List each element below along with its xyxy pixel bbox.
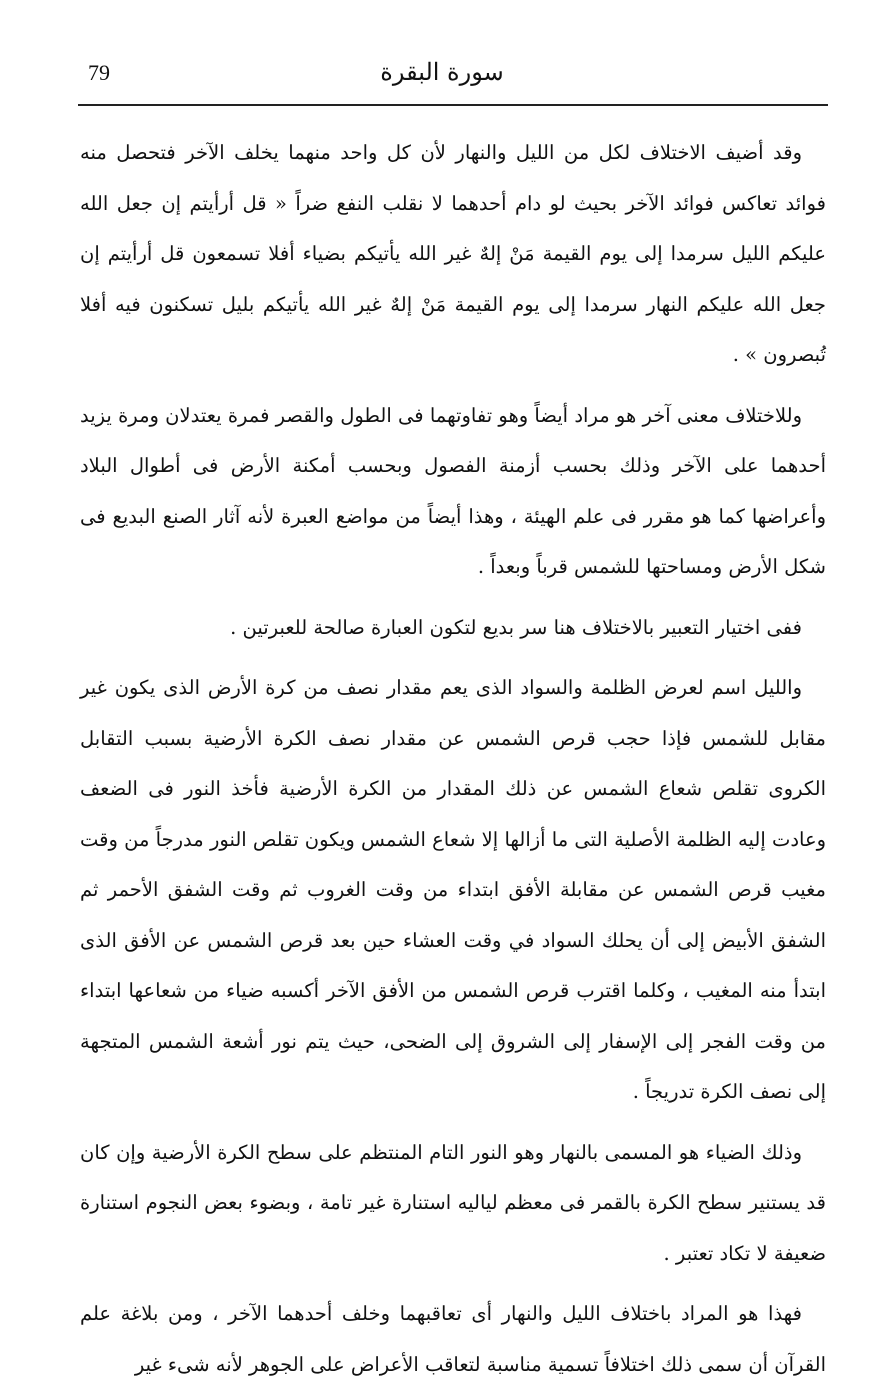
page-body [80,128,826,1400]
paragraph: وللاختلاف معنى آخر هو مراد أيضاً وهو تفاوتهما فى الطول والقصر فمرة يعتدلان ومرة يزيد أحدهما على الآخر وذلك بحسب أزمنة الفصول وبحسب أمكنة الأرض فى أطوال البلاد وأعراضها كما هو مقرر فى علم الهيئة ، وهذا أيضاً من مواضع العبرة لأنه آثار الصنع البديع فى شكل الأرض ومساحتها للشمس قرباً وبعداً . [80,403,826,578]
page-number: 79 [88,60,110,85]
surah-title: سورة البقرة [380,58,504,86]
paragraph: وذلك الضياء هو المسمى بالنهار وهو النور التام المنتظم على سطح الكرة الأرضية وإن كان قد يستنير سطح الكرة بالقمر فى معظم لياليه استنارة غير تامة ، وبضوء بعض النجوم استنارة ضعيفة لا تكاد تعتبر . [80,1140,826,1265]
page-header [78,58,806,98]
header-divider [78,104,828,106]
paragraph: والليل اسم لعرض الظلمة والسواد الذى يعم مقدار نصف من كرة الأرض الذى يكون غير مقابل للشمس فإذا حجب قرص الشمس عن مقدار نصف الكرة الأرضية بسبب التقابل الكروى تقلص شعاع الشمس عن ذلك المقدار من الكرة الأرضية فأخذ النور فى الضعف وعادت إليه الظلمة الأصلية التى ما أزالها إلا شعاع الشمس ويكون تقلص النور مدرجاً من وقت مغيب قرص الشمس عن مقابلة الأفق ابتداء من وقت الغروب ثم وقت الشفق الأحمر ثم الشفق الأبيض إلى أن يحلك السواد في وقت العشاء حين بعد قرص الشمس عن الأفق الذى ابتدأ منه المغيب ، وكلما اقترب قرص الشمس من الأفق الآخر أكسبه ضياء من شعاعها ابتداء من وقت الفجر إلى الإسفار إلى الشروق إلى الضحى، حيث يتم نور أشعة الشمس المتجهة إلى نصف الكرة تدريجاً . [80,676,826,1103]
paragraph: وقد أضيف الاختلاف لكل من الليل والنهار لأن كل واحد منهما يخلف الآخر فتحصل منه فوائد تعاكس فوائد الآخر بحيث لو دام أحدهما لا نقلب النفع ضراً « قل أرأيتم إن جعل الله عليكم الليل سرمدا إلى يوم القيمة مَنْ إلهٌ غير الله يأتيكم بضياء أفلا تسمعون قل أرأيتم إن جعل الله عليكم النهار سرمدا إلى يوم القيمة مَنْ إلهٌ غير الله يأتيكم بليل تسكنون فيه أفلا تُبصرون » . [80,141,826,366]
paragraph: فهذا هو المراد باختلاف الليل والنهار أى تعاقبهما وخلف أحدهما الآخر ، ومن بلاغة علم القرآن أن سمى ذلك اختلافاً تسمية مناسبة لتعاقب الأعراض على الجوهر لأنه شىء غير [80,1302,826,1376]
paragraph: ففى اختيار التعبير بالاختلاف هنا سر بديع لتكون العبارة صالحة للعبرتين . [230,615,802,639]
